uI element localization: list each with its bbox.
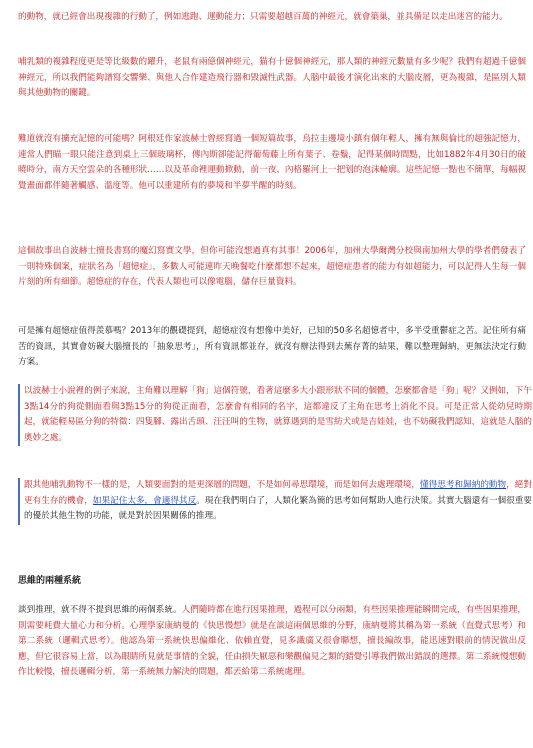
text-segment: 跟其他哺乳動物不一樣的是，人類要面對的是更深層的問題，不是如何尋思環境，而是如何去處理環境， xyxy=(24,480,421,490)
paragraph-2 xyxy=(18,132,526,194)
text-segment: 談到推理，就不得不提到思維的兩個系統。 xyxy=(18,605,182,615)
text-segment: 的動物，就已經會出現複雜的行動了，例如逃跑、運動能力；只需要超越百萬的神經元，就會築巢，並具備足以走出迷宮的能力。 xyxy=(18,12,508,22)
text-segment: 以波赫士小說裡的例子來說，主角難以理解「狗」這個符號，看著這麼多大小跟形狀不同的個體，怎麼都會是「狗」呢？又例如，下午3點14分的狗從側面看與3點15分的狗從正面看，怎麼會有相同的名字，這都違反了主角在思考上消化不良。可是正常人從幼兒時期起，就能輕易區分狗的特徵：四隻腳、露出舌頭、汪汪叫的生物，就算遇到的是雪紡犬或是吉娃娃，也不妨礙我們認知，這就是人腦的奧妙之處。 xyxy=(24,386,532,443)
text-segment: 可是擁有超憶症值得羨慕嗎？2013年的觀礎提到，超憶症沒有想像中美好，已知的50多名超憶者中，多半受重鬱症之苦。記住所有痛苦的資訊，其實會妨礙大腦擅長的「抽象思考」，所有資訊都並存，就沒有辦法得到去蕪存菁的結果，難以整理歸納，更無法決定行動方案。 xyxy=(18,326,526,368)
text-segment: ，絕對更有生存的機會， xyxy=(24,480,532,506)
text-segment: 這個故事出自波赫士擅長書寫的魔幻寫實文學，但你可能沒想過真有其事！2006年，加州大學爾灣分校與南加州大學的學者們發表了一則特殊個案，症狀名為「超憶症」，多數人可能連昨天晚餐吃什麼都想不起來，超憶症患者的能力有如超能力，可以記得人生每一個片刻的所有細節。超憶症的存在，代表人類也可以像電腦，儲存巨量資料。 xyxy=(18,246,526,288)
paragraph-4 xyxy=(18,324,526,371)
text-segment: 如果記住太多，會適得其反 xyxy=(92,495,197,506)
text-segment: 懂得思考和歸納的動物 xyxy=(420,480,507,490)
paragraph-5 xyxy=(18,384,532,446)
text-segment: 哺乳類的複雜程度更是等比級數的躍升，老鼠有兩億個神經元，猫有十億個神經元，那人類的神經元數量有多少呢？我們有超過千億個神經元，所以我們能夠譜寫交響樂、與他人合作建造飛行器和毀滅性武器。人腦中最後才演化出來的大腦皮層，更為複雜，是區別人類與其他動物的關鍵。 xyxy=(18,57,526,99)
text-segment: 。現在我們明白了，人類化繁為簡的思考如何幫助人進行決策。其實大腦還有一個很重要的優於其他生物的功能，就是對於因果關係的推理。 xyxy=(24,495,532,522)
section-heading: 思維的兩種系統 xyxy=(18,576,82,586)
paragraph-7 xyxy=(18,603,526,681)
paragraph-6 xyxy=(18,478,532,525)
paragraph-3 xyxy=(18,244,526,291)
text-segment: 人們隨時都在進行因果推理，過程可以分兩類，有些因果推理能瞬間完成，有些因果推理，則需要耗費大量心力和分析。心理學家康納曼的《快思慢想》就是在談這兩個思維的分野，康納曼將其稱為第一系統（直覺式思考）和第二系統（邏輯式思考）。他認為第一系統快思偏維化、依賴直覺，見多識廣又很會聯想，擅長編故事，能迅速對眼前的情況做出反應，但它很容易上當，以為眼睛所見就是事情的全貌，任由損失厭惡和樂觀偏見之類的錯覺引導我們做出錯誤的選擇。第二系統慢想動作比較慢，擅長邏輯分析，第一系統無力解決的問題，都丟給第二系統處理。 xyxy=(18,605,526,678)
paragraph-0 xyxy=(18,10,526,26)
text-segment: 難道就沒有擴充記憶的可能嗎？阿根廷作家波赫士曾經寫過一個短篇故事，烏拉圭邊境小鎮有個年輕人，擁有無與倫比的超強記憶力，連常人們瞄一眼只能注意到桌上三個玻璃杯，傳內斯卻能記得葡萄藤上所有葉子、卷鬚，記得某個時間點，比如1882年4月30日的破曉時分，南方天空雲朵的各種形狀……以及革命裡運動掀動，前一夜、內格羅河上一把划的泡沫輪廓。這些記憶一點也不簡單，每幅視覺畫面都伴隨著觸感、溫度等。他可以重建所有的夢境和半夢半醒的時刻。 xyxy=(18,134,526,191)
paragraph-1 xyxy=(18,55,526,102)
